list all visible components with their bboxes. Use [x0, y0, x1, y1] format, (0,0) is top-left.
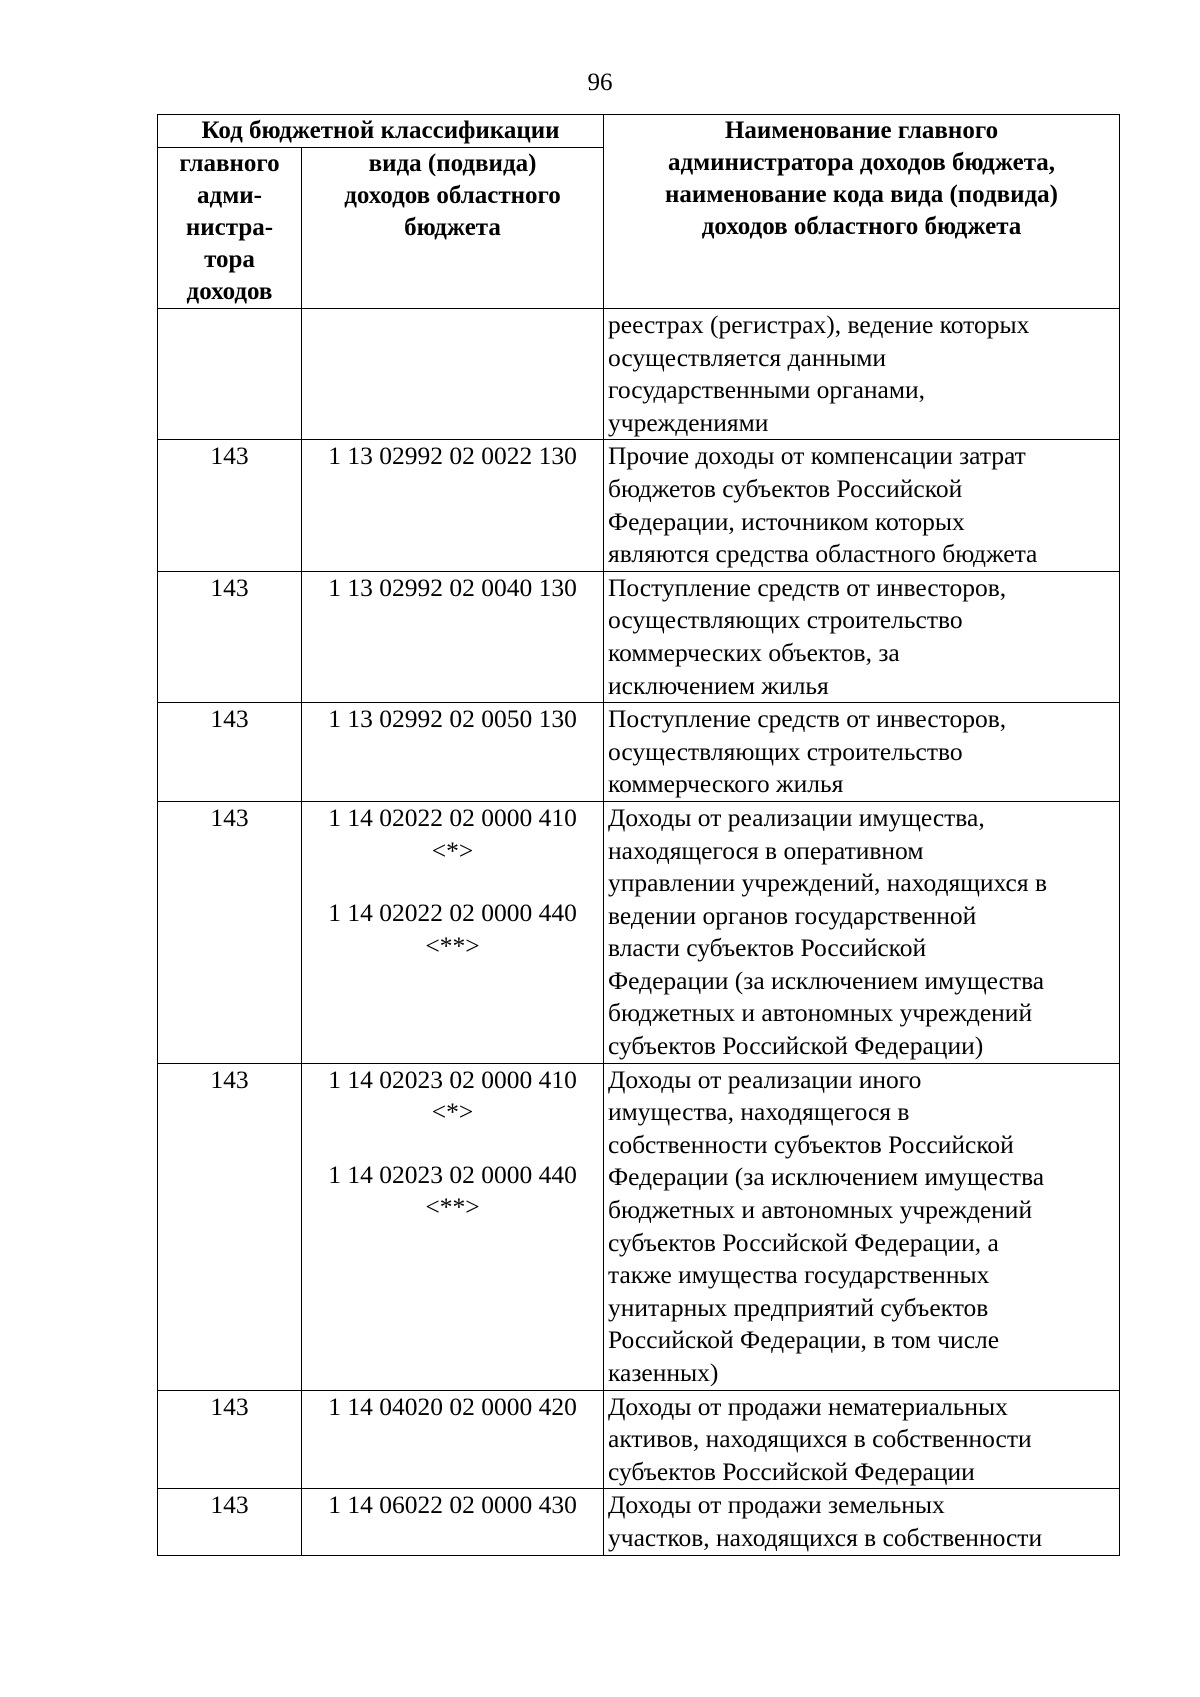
header-admin-line: тора	[204, 246, 255, 273]
header-admin-line: адми-	[197, 182, 262, 209]
page-number: 96	[587, 69, 613, 96]
income-code-line: <**>	[425, 1192, 480, 1222]
income-code-cell	[302, 703, 604, 802]
table-row	[158, 1063, 1120, 1390]
income-name-line: субъектов Российской Федерации)	[608, 1031, 984, 1061]
header-admin-column	[158, 148, 302, 309]
header-name-line: Наименование главного	[724, 117, 999, 144]
code-spacer	[306, 867, 599, 897]
income-name-line: Прочие доходы от компенсации затрат	[608, 441, 1026, 471]
income-name-line: субъектов Российской Федерации, а	[608, 1227, 999, 1257]
header-group-title: Код бюджетной классификации	[158, 115, 604, 148]
income-name-line: осуществляющих строительство	[608, 605, 963, 635]
income-code-line: 1 14 02022 02 0000 410	[328, 802, 577, 832]
income-name-line: Доходы от реализации имущества,	[608, 802, 985, 832]
budget-classification-table	[157, 114, 1120, 1556]
table-row	[158, 571, 1120, 702]
table-header	[158, 115, 1120, 309]
admin-code-cell: 143	[158, 801, 302, 1063]
income-code-line: <*>	[431, 835, 474, 865]
table-body	[158, 309, 1120, 1556]
income-name-line: коммерческих объектов, за	[608, 637, 900, 667]
income-code-line: 1 13 02992 02 0022 130	[328, 441, 577, 471]
income-name-line: также имущества государственных	[608, 1260, 990, 1290]
table-row	[158, 801, 1120, 1063]
header-name-line: доходов областного бюджета	[701, 213, 1022, 240]
income-name-line: Поступление средств от инвесторов,	[608, 704, 1007, 734]
income-name-line: Федерации (за исключением имущества	[608, 1162, 1045, 1192]
table-row	[158, 703, 1120, 802]
header-name-line: администратора доходов бюджета,	[667, 149, 1056, 176]
income-name-cell	[604, 1489, 1120, 1555]
header-kind-line: доходов областного	[344, 182, 561, 209]
income-name-cell	[604, 571, 1120, 702]
admin-code-cell: 143	[158, 703, 302, 802]
admin-code-cell: 143	[158, 571, 302, 702]
income-code-cell	[302, 571, 604, 702]
income-code-cell	[302, 801, 604, 1063]
income-name-line: имущества, находящегося в	[608, 1097, 910, 1127]
table-row	[158, 1489, 1120, 1555]
income-code-line: 1 14 02023 02 0000 440	[328, 1159, 577, 1189]
income-name-line: Российской Федерации, в том числе	[608, 1325, 1000, 1355]
income-name-line: ведении органов государственной	[608, 900, 977, 930]
income-name-cell	[604, 801, 1120, 1063]
income-name-line: Доходы от реализации иного	[608, 1064, 922, 1094]
income-code-line: 1 14 02023 02 0000 410	[328, 1064, 577, 1094]
header-name-line: наименование кода вида (подвида)	[665, 181, 1058, 208]
income-name-line: исключением жилья	[608, 670, 829, 700]
income-name-line: государственными органами,	[608, 375, 926, 405]
admin-code-cell	[158, 309, 302, 440]
admin-code-cell: 143	[158, 440, 302, 571]
income-code-line: 1 13 02992 02 0040 130	[328, 572, 577, 602]
income-code-cell	[302, 309, 604, 440]
header-kind-line: бюджета	[404, 214, 501, 241]
table-row	[158, 440, 1120, 571]
income-code-line: <**>	[425, 930, 480, 960]
header-admin-line: главного	[179, 150, 280, 177]
income-name-line: осуществляется данными	[608, 342, 887, 372]
admin-code-cell: 143	[158, 1489, 302, 1555]
income-name-line: учреждениями	[608, 407, 769, 437]
income-code-line: <*>	[431, 1097, 474, 1127]
header-admin-line: доходов	[186, 278, 273, 305]
income-name-line: управлении учреждений, находящихся в	[608, 868, 1047, 898]
code-spacer	[306, 1129, 599, 1159]
income-code-cell	[302, 1390, 604, 1489]
income-name-line: Поступление средств от инвесторов,	[608, 572, 1007, 602]
income-name-line: Доходы от продажи нематериальных	[608, 1391, 1008, 1421]
income-name-line: реестрах (регистрах), ведение которых	[608, 310, 1030, 339]
income-name-line: казенных)	[608, 1358, 719, 1387]
income-name-line: находящегося в оперативном	[608, 835, 924, 865]
income-name-line: участков, находящихся в собственности	[608, 1522, 1043, 1552]
header-name-column	[604, 115, 1120, 309]
income-code-cell	[302, 1063, 604, 1390]
income-name-line: власти субъектов Российской	[608, 933, 927, 963]
income-name-cell	[604, 309, 1120, 440]
income-code-line: 1 13 02992 02 0050 130	[328, 704, 577, 734]
income-name-line: бюджетов субъектов Российской	[608, 473, 963, 503]
income-name-line: активов, находящихся в собственности	[608, 1424, 1032, 1454]
table-row	[158, 309, 1120, 440]
income-name-line: субъектов Российской Федерации	[608, 1456, 975, 1486]
income-code-cell	[302, 1489, 604, 1555]
admin-code-cell: 143	[158, 1063, 302, 1390]
income-name-line: бюджетных и автономных учреждений	[608, 998, 1033, 1028]
income-name-cell	[604, 440, 1120, 571]
income-code-line: 1 14 04020 02 0000 420	[328, 1391, 577, 1421]
income-name-line: являются средства областного бюджета	[608, 539, 1038, 569]
income-name-line: осуществляющих строительство	[608, 736, 963, 766]
admin-code-cell: 143	[158, 1390, 302, 1489]
income-code-line: 1 14 06022 02 0000 430	[328, 1490, 577, 1520]
income-name-line: собственности субъектов Российской	[608, 1129, 1014, 1159]
income-name-line: Доходы от продажи земельных	[608, 1490, 945, 1520]
income-name-line: Федерации (за исключением имущества	[608, 965, 1045, 995]
income-name-line: бюджетных и автономных учреждений	[608, 1195, 1033, 1225]
income-name-cell	[604, 703, 1120, 802]
header-kind-column	[302, 148, 604, 309]
income-name-line: унитарных предприятий субъектов	[608, 1292, 989, 1322]
income-name-cell	[604, 1063, 1120, 1390]
income-code-cell	[302, 440, 604, 571]
income-name-line: коммерческого жилья	[608, 769, 844, 799]
header-admin-line: нистра-	[185, 214, 274, 241]
income-name-cell	[604, 1390, 1120, 1489]
income-name-line: Федерации, источником которых	[608, 506, 965, 536]
income-code-line: 1 14 02022 02 0000 440	[328, 898, 577, 928]
table-row	[158, 1390, 1120, 1489]
header-kind-line: вида (подвида)	[368, 150, 537, 177]
